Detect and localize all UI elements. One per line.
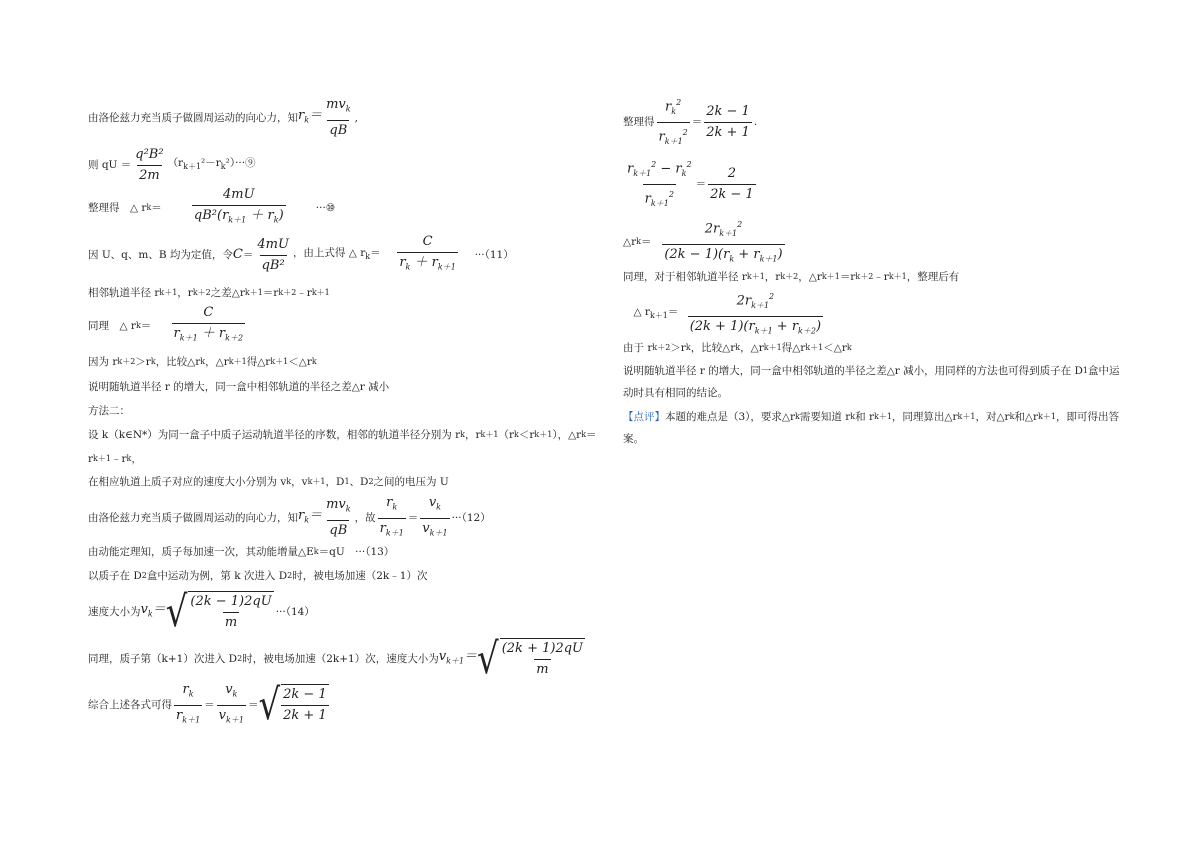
left-line-2: 则 qU ＝ $\frac{\text{q²B²}}{2m}$ $(r_{k+1}^2-r_k^2)\cdot\cdot\cdot ⑨$ bbox=[88, 143, 256, 187]
right-line-1: 整理得 $\frac{r_k^2}{r_{k+1}^2}$ ＝ $\frac{2k - 1}{2k + 1}$ . bbox=[623, 96, 757, 148]
left-line-6: 同理 △ r k ＝ $\frac{C}{r_{k+1} + r_{k+2}}$ bbox=[88, 304, 265, 348]
comment-tag: 【点评】 bbox=[623, 411, 665, 423]
right-line-5: △ $r_{k+1}=$ $\frac{2r_{k+1}^2}{(2k + 1)(r_{k+1} + r_{k+2})}$ bbox=[623, 290, 832, 338]
left-line-13: 由洛伦兹力充当质子做圆周运动的向心力，知 $r_k=$ $\frac{mv_k}{qB}$ ，故 $\frac{r_k}{r_{k+1}}$ ＝ $\frac{v_k}{v_{k+1}}$ ···（12） bbox=[88, 496, 491, 540]
right-line-4: 同理，对于相邻轨道半径 r k＋1 ，r k＋2 ，△r k＋1 ＝r k＋2 ﹣r k＋1 ，整理后有 bbox=[623, 271, 960, 283]
sqrt-expression: √ $\frac{(2k - 1)2qU}{m}$ bbox=[165, 587, 272, 637]
left-line-18: 综合上述各式可得 $\frac{r_k}{r_{k+1}}$ ＝ $\frac{v_k}{v_{k+1}}$ ＝ √ $\frac{2k - 1}{2k + 1}$ bbox=[88, 680, 327, 730]
left-line-1: 由洛伦兹力充当质子做圆周运动的向心力，知 $r_k=$ $\frac{mv_k}{qB}$ , bbox=[88, 96, 358, 140]
left-line-10: 设 k（k∈N*）为同一盒子中质子运动轨道半径的序数，相邻的轨道半径分别为 r k ，r k＋1 （r k ＜r k＋1 ），△r k ＝ bbox=[88, 429, 597, 441]
right-line-9: 【点评】 本题的难点是（3），要求△r k 需要知道 r k 和 r k＋1 ，同理算出△r k＋1 ，对△r k 和△r k＋1 ，即可得出答 bbox=[623, 411, 1119, 423]
left-line-12: 在相应轨道上质子对应的速度大小分别为 v k ，v k＋1 ，D 1 、D 2 之间的电压为 U bbox=[88, 476, 449, 488]
fraction-4mu: $\frac{4mU}{qB^2(r_{k+1} + r_k)}$ bbox=[164, 185, 314, 231]
left-line-4: 因 U、q、m、B 均为定值，令 C ＝ $\frac{4mU}{\text{qB²}}$ ，由上式得 △ $r_k=$ $\frac{C}{r_k + r_{k+1}}$ ···（11） bbox=[88, 233, 514, 277]
fraction-mvk-qb: $\frac{mv_k}{qB}$ bbox=[324, 95, 353, 141]
left-line-17: 同理，质子第（k+1）次进入 D 2 时，被电场加速（2k+1）次，速度大小为 $v_{k+1}=$ √ $\frac{(2k + 1)2qU}{m}$ bbox=[88, 634, 583, 684]
left-line-7: 因为 r k＋2 ＞r k ，比较△r k ，△r k＋1 得△r k＋1 ＜△r k bbox=[88, 356, 317, 368]
right-line-10: 案。 bbox=[623, 433, 644, 445]
left-line-8: 说明随轨道半径 r 的增大，同一盒中相邻轨道的半径之差△r 减小 bbox=[88, 381, 390, 393]
left-line-9: 方法二： bbox=[88, 405, 130, 417]
right-line-2: $\frac{r_{k+1}^2 - r_k^2}{r_{k+1}^2}$ ＝ $\frac{2}{2k - 1}$ bbox=[623, 158, 758, 210]
left-line-14: 由动能定理知，质子每加速一次，其动能增量△E k ＝qU ···（13） bbox=[88, 546, 395, 558]
left-line-11: r k＋1 ﹣r k ， bbox=[88, 453, 142, 465]
right-line-3: △r k ＝ $\frac{2r_{k+1}^2}{(2k - 1)(r_k + r_{k+1})}$ bbox=[623, 218, 795, 266]
fraction-q2b2-2m: $\frac{\text{q²B²}}{2m}$ bbox=[133, 145, 165, 186]
left-line-5: 相邻轨道半径 r k＋1 ，r k＋2 之差△r k＋1 ＝r k＋2 ﹣r k＋1 bbox=[88, 287, 330, 299]
left-line-15: 以质子在 D 2 盒中运动为例，第 k 次进入 D 2 时，被电场加速（2k﹣1）次 bbox=[88, 570, 428, 582]
left-line-3: 整理得 △ r k ＝ $\frac{4mU}{qB^2(r_{k+1} + r_k)}$ ···⑩ bbox=[88, 186, 335, 230]
left-line-16: 速度大小为 $v_k=$ √ $\frac{(2k - 1)2qU}{m}$ ···（14） bbox=[88, 587, 315, 637]
right-line-7: 说明随轨道半径 r 的增大，同一盒中相邻轨道的半径之差△r 减小，用同样的方法也可得到质子在 D 1 盒中运 bbox=[623, 365, 1120, 377]
right-line-8: 动时具有相同的结论。 bbox=[623, 387, 728, 399]
right-line-6: 由于 r k＋2 ＞r k ，比较△r k ，△r k＋1 得△r k＋1 ＜△r k bbox=[623, 342, 852, 354]
